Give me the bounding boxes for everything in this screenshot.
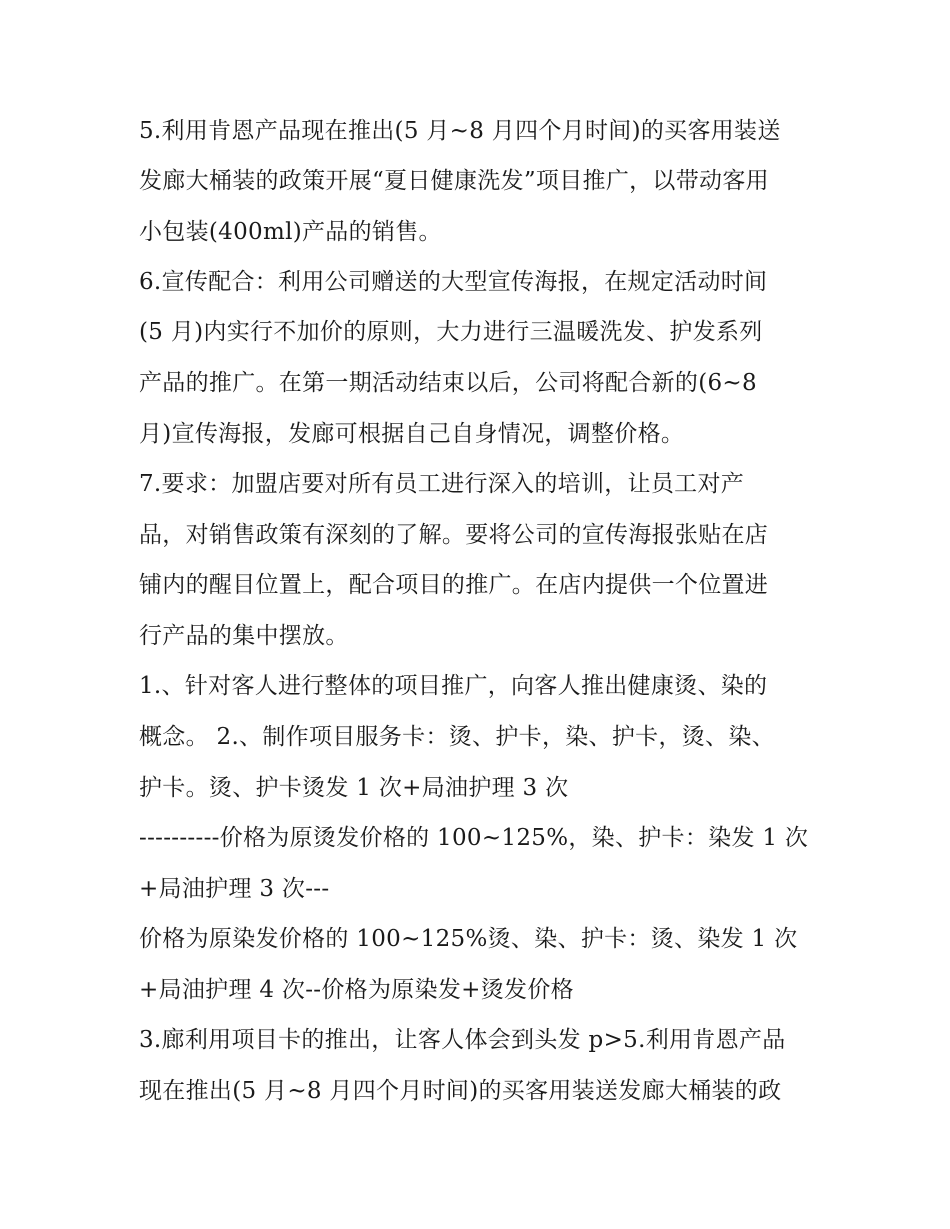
text-line: 护卡。烫、护卡烫发 1 次+局油护理 3 次	[139, 775, 569, 801]
text-line: 现在推出(5 月~8 月四个月时间)的买客用装送发廊大桶装的政	[139, 1078, 782, 1104]
text-line: (5 月)内实行不加价的原则，大力进行三温暖洗发、护发系列	[139, 319, 763, 345]
text-line: 概念。 2.、制作项目服务卡：烫、护卡，染、护卡，烫、染、	[139, 724, 775, 750]
text-line: 1.、针对客人进行整体的项目推广，向客人推出健康烫、染的	[139, 673, 768, 699]
text-line: 行产品的集中摆放。	[139, 623, 349, 649]
text-line: +局油护理 4 次--价格为原染发+烫发价格	[139, 977, 574, 1003]
text-line: 价格为原染发价格的 100~125%烫、染、护卡：烫、染发 1 次	[139, 926, 798, 952]
text-line: 3.廊利用项目卡的推出，让客人体会到头发 p>5.利用肯恩产品	[139, 1027, 786, 1053]
text-line: 发廊大桶装的政策开展“夏日健康洗发”项目推广，以带动客用	[139, 168, 769, 194]
text-line: ----------价格为原烫发价格的 100~125%，染、护卡：染发 1 次	[139, 825, 809, 851]
text-line: 铺内的醒目位置上，配合项目的推广。在店内提供一个位置进	[139, 572, 769, 598]
text-line: 小包装(400ml)产品的销售。	[139, 219, 442, 245]
text-line: 6.宣传配合：利用公司赠送的大型宣传海报，在规定活动时间	[139, 269, 768, 295]
text-line: 7.要求：加盟店要对所有员工进行深入的培训，让员工对产	[139, 471, 745, 497]
text-line: 月)宣传海报，发廊可根据自己自身情况，调整价格。	[139, 421, 685, 447]
text-line: 品，对销售政策有深刻的了解。要将公司的宣传海报张贴在店	[139, 522, 769, 548]
text-line: +局油护理 3 次---	[139, 876, 330, 902]
text-line: 产品的推广。在第一期活动结束以后，公司将配合新的(6~8	[139, 370, 757, 396]
text-line: 5.利用肯恩产品现在推出(5 月~8 月四个月时间)的买客用装送	[139, 118, 781, 144]
